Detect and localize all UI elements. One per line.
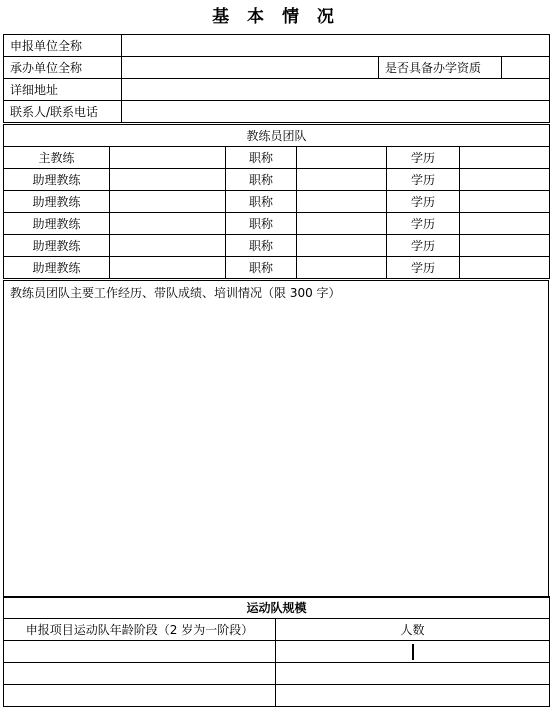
coach-row <box>4 169 550 191</box>
coach-title-label: 职称 <box>226 169 297 191</box>
coach-team-table <box>3 124 550 279</box>
team-scale-header-row <box>4 597 550 619</box>
coach-role-label: 助理教练 <box>4 191 110 213</box>
team-scale-row <box>4 663 550 685</box>
coach-title-field[interactable] <box>297 213 387 235</box>
coach-name-field[interactable] <box>110 147 226 169</box>
coach-edu-field[interactable] <box>460 147 550 169</box>
coach-name-field[interactable] <box>110 213 226 235</box>
coach-title-field[interactable] <box>297 191 387 213</box>
age-group-label: 申报项目运动队年龄阶段（2 岁为一阶段） <box>4 619 276 641</box>
coach-row <box>4 191 550 213</box>
coach-row <box>4 147 550 169</box>
qualification-label: 是否具备办学资质 <box>379 57 502 79</box>
coach-title-field[interactable] <box>297 147 387 169</box>
team-scale-table <box>3 596 550 707</box>
count-label: 人数 <box>276 619 550 641</box>
coach-team-header: 教练员团队 <box>4 125 550 147</box>
experience-field[interactable] <box>4 281 549 598</box>
coach-role-label: 主教练 <box>4 147 110 169</box>
team-scale-header: 运动队规模 <box>4 597 550 619</box>
organizer-row <box>4 57 550 79</box>
address-field[interactable] <box>122 79 550 101</box>
coach-edu-field[interactable] <box>460 191 550 213</box>
team-scale-row <box>4 685 550 707</box>
applicant-name-label: 申报单位全称 <box>4 35 122 57</box>
coach-edu-label: 学历 <box>387 235 460 257</box>
coach-name-field[interactable] <box>110 191 226 213</box>
coach-row <box>4 257 550 279</box>
coach-edu-label: 学历 <box>387 191 460 213</box>
contact-row <box>4 101 550 123</box>
coach-edu-label: 学历 <box>387 147 460 169</box>
coach-title-label: 职称 <box>226 213 297 235</box>
coach-row <box>4 235 550 257</box>
coach-name-field[interactable] <box>110 235 226 257</box>
coach-edu-label: 学历 <box>387 213 460 235</box>
coach-edu-field[interactable] <box>460 213 550 235</box>
qualification-field[interactable] <box>502 57 550 79</box>
coach-title-label: 职称 <box>226 191 297 213</box>
coach-team-header-row <box>4 125 550 147</box>
coach-edu-field[interactable] <box>460 169 550 191</box>
coach-role-label: 助理教练 <box>4 169 110 191</box>
unit-info-table <box>3 34 550 123</box>
applicant-name-field[interactable] <box>122 35 550 57</box>
coach-edu-label: 学历 <box>387 257 460 279</box>
coach-edu-label: 学历 <box>387 169 460 191</box>
applicant-row <box>4 35 550 57</box>
organizer-name-field[interactable] <box>122 57 379 79</box>
text-cursor <box>412 644 414 660</box>
page-title: 基 本 情 况 <box>212 7 340 27</box>
contact-label: 联系人/联系电话 <box>4 101 122 123</box>
age-group-field[interactable] <box>4 663 276 685</box>
team-scale-label-row <box>4 619 550 641</box>
coach-edu-field[interactable] <box>460 235 550 257</box>
coach-role-label: 助理教练 <box>4 257 110 279</box>
address-row <box>4 79 550 101</box>
age-group-field[interactable] <box>4 641 276 663</box>
age-group-field[interactable] <box>4 685 276 707</box>
coach-title-field[interactable] <box>297 235 387 257</box>
coach-name-field[interactable] <box>110 169 226 191</box>
coach-name-field[interactable] <box>110 257 226 279</box>
contact-field[interactable] <box>122 101 550 123</box>
coach-row <box>4 213 550 235</box>
coach-title-field[interactable] <box>297 257 387 279</box>
count-field[interactable] <box>276 663 550 685</box>
count-field[interactable] <box>276 685 550 707</box>
coach-title-field[interactable] <box>297 169 387 191</box>
count-field[interactable] <box>276 641 550 663</box>
coach-title-label: 职称 <box>226 257 297 279</box>
coach-edu-field[interactable] <box>460 257 550 279</box>
team-scale-row <box>4 641 550 663</box>
organizer-name-label: 承办单位全称 <box>4 57 122 79</box>
coach-title-label: 职称 <box>226 235 297 257</box>
address-label: 详细地址 <box>4 79 122 101</box>
coach-role-label: 助理教练 <box>4 235 110 257</box>
experience-table <box>3 280 549 598</box>
coach-role-label: 助理教练 <box>4 213 110 235</box>
experience-label: 教练员团队主要工作经历、带队成绩、培训情况（限 300 字） <box>10 286 341 300</box>
coach-title-label: 职称 <box>226 147 297 169</box>
